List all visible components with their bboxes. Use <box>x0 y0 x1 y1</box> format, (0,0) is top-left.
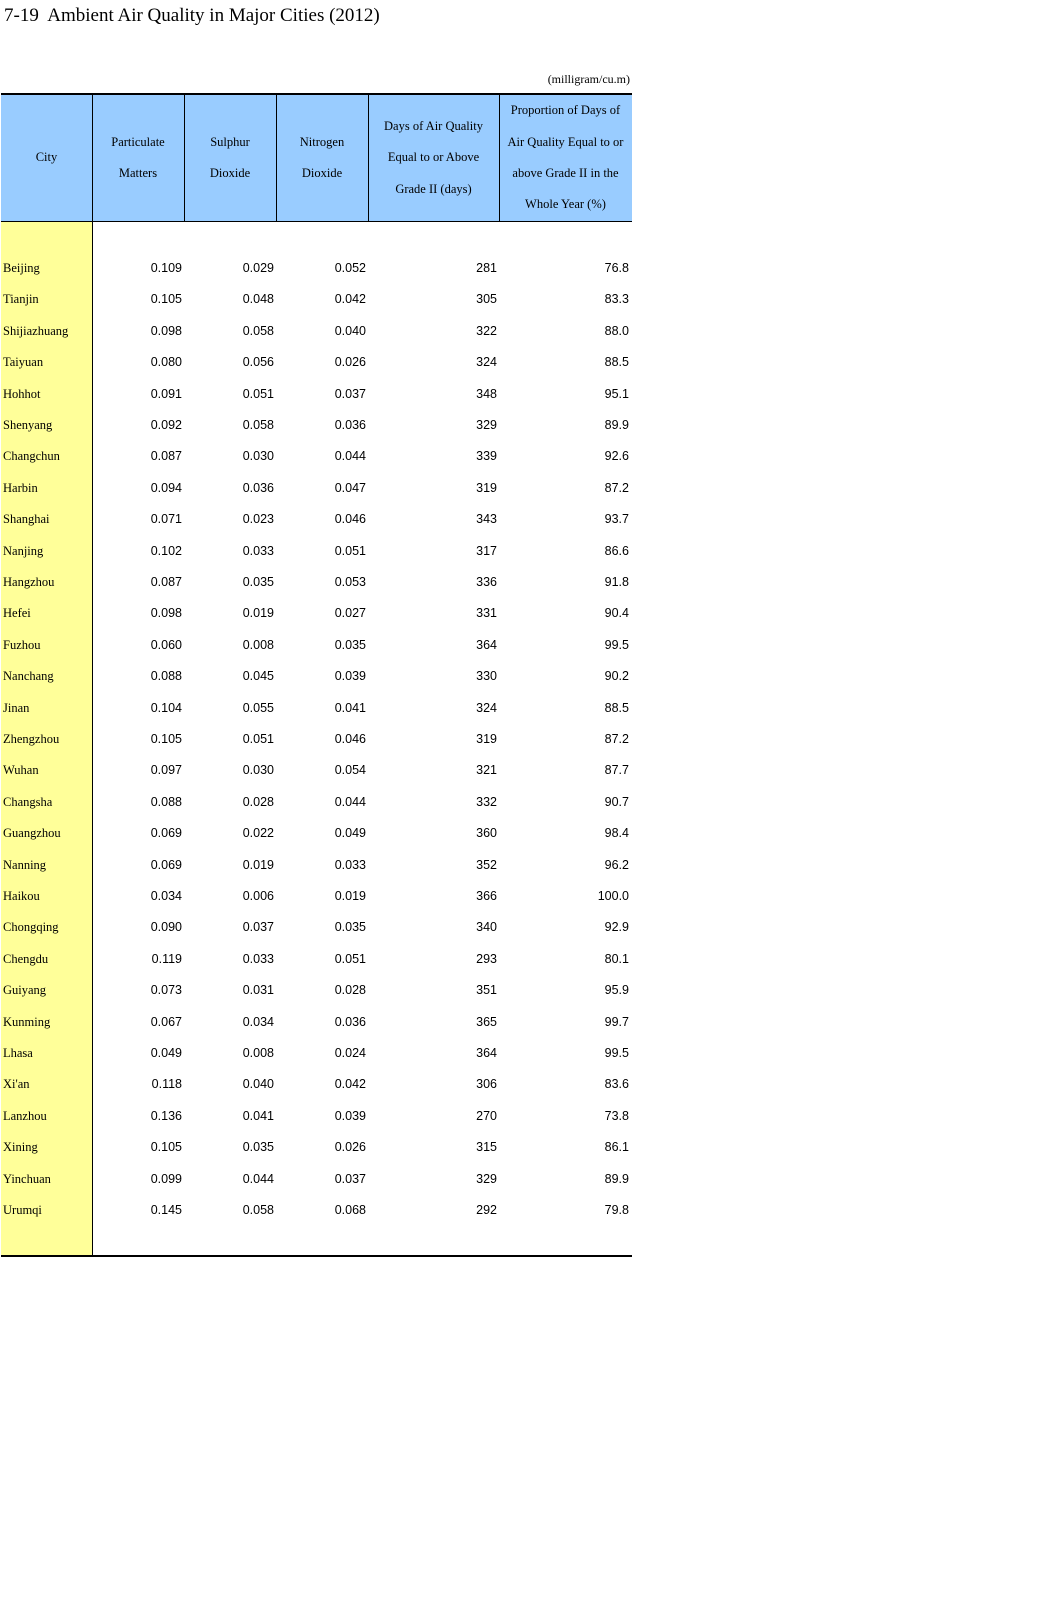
nitrogen-dioxide-cell: 0.049 <box>334 826 366 841</box>
header-line: Equal to or Above <box>387 150 480 165</box>
nitrogen-dioxide-cell: 0.052 <box>334 261 366 275</box>
days-grade-ii-cell: 306 <box>476 1077 497 1092</box>
sulphur-dioxide-cell: 0.028 <box>242 794 274 809</box>
table-row <box>1 787 632 818</box>
city-cell: Guiyang <box>3 983 47 998</box>
header-line: Whole Year (%) <box>525 197 606 212</box>
city-cell: Jinan <box>3 700 30 715</box>
nitrogen-dioxide-cell: 0.044 <box>334 794 366 809</box>
header-line: Grade II (days) <box>395 181 472 196</box>
particulate-matters-cell: 0.119 <box>151 951 182 966</box>
table-row <box>1 536 632 567</box>
days-grade-ii-cell: 329 <box>476 418 497 432</box>
particulate-matters-cell: 0.102 <box>150 543 182 558</box>
table-row <box>1 912 632 943</box>
header-line: Particulate <box>111 134 165 149</box>
header-text <box>36 142 58 173</box>
particulate-matters-cell: 0.080 <box>150 355 182 370</box>
unit-label: (milligram/cu.m) <box>547 72 630 86</box>
table-row <box>1 253 632 284</box>
proportion-grade-ii-cell: 80.1 <box>604 951 629 966</box>
days-grade-ii-cell: 364 <box>476 1046 497 1060</box>
header-text <box>210 127 250 190</box>
air-quality-table <box>1 93 632 1257</box>
nitrogen-dioxide-cell: 0.042 <box>334 292 366 307</box>
nitrogen-dioxide-cell: 0.053 <box>334 575 366 589</box>
nitrogen-dioxide-cell: 0.027 <box>334 606 366 621</box>
nitrogen-dioxide-cell: 0.044 <box>334 449 366 464</box>
sulphur-dioxide-cell: 0.034 <box>242 1014 274 1029</box>
proportion-grade-ii-cell: 92.9 <box>604 920 629 935</box>
days-grade-ii-cell: 330 <box>476 669 497 684</box>
nitrogen-dioxide-cell: 0.054 <box>334 763 366 778</box>
header-text <box>508 95 624 221</box>
table-row <box>1 473 632 504</box>
proportion-grade-ii-cell: 90.7 <box>604 794 629 809</box>
particulate-matters-cell: 0.073 <box>150 983 182 998</box>
sulphur-dioxide-cell: 0.019 <box>242 857 274 872</box>
days-grade-ii-cell: 331 <box>476 606 497 621</box>
header-particulate-matters <box>92 95 184 221</box>
table-row <box>1 284 632 315</box>
sulphur-dioxide-cell: 0.058 <box>242 418 274 432</box>
proportion-grade-ii-cell: 98.4 <box>604 826 629 841</box>
header-line: City <box>35 150 58 165</box>
nitrogen-dioxide-cell: 0.028 <box>334 983 366 998</box>
days-grade-ii-cell: 340 <box>476 920 497 935</box>
particulate-matters-cell: 0.105 <box>150 292 182 307</box>
table-row <box>1 598 632 629</box>
particulate-matters-cell: 0.034 <box>150 889 182 903</box>
proportion-grade-ii-cell: 88.5 <box>604 700 629 715</box>
particulate-matters-cell: 0.087 <box>150 449 182 464</box>
table-row <box>1 755 632 786</box>
sulphur-dioxide-cell: 0.058 <box>242 1203 274 1217</box>
city-cell: Shijiazhuang <box>3 323 69 338</box>
proportion-grade-ii-cell: 88.5 <box>604 355 629 370</box>
proportion-grade-ii-cell: 73.8 <box>604 1108 629 1123</box>
city-cell: Haikou <box>3 889 40 903</box>
days-grade-ii-cell: 293 <box>476 951 497 966</box>
header-line: Dioxide <box>209 166 251 180</box>
particulate-matters-cell: 0.104 <box>150 700 182 715</box>
sulphur-dioxide-cell: 0.051 <box>242 732 274 746</box>
table-row <box>1 410 632 441</box>
sulphur-dioxide-cell: 0.051 <box>242 386 274 401</box>
table-row <box>1 1069 632 1100</box>
days-grade-ii-cell: 305 <box>476 292 497 307</box>
city-cell: Changsha <box>3 794 53 809</box>
days-grade-ii-cell: 351 <box>476 983 497 998</box>
days-grade-ii-cell: 319 <box>476 732 497 746</box>
header-text <box>300 127 344 190</box>
header-divider <box>276 95 277 221</box>
table-row <box>1 661 632 692</box>
sulphur-dioxide-cell: 0.035 <box>242 575 274 589</box>
days-grade-ii-cell: 317 <box>476 543 497 558</box>
city-cell: Lhasa <box>3 1046 33 1060</box>
header-sulphur-dioxide <box>184 95 276 221</box>
city-cell: Chengdu <box>3 951 49 966</box>
header-proportion-grade-ii <box>499 95 632 221</box>
nitrogen-dioxide-cell: 0.040 <box>334 323 366 338</box>
days-grade-ii-cell: 365 <box>476 1014 497 1029</box>
nitrogen-dioxide-cell: 0.035 <box>334 920 366 935</box>
header-line: Nitrogen <box>299 134 345 149</box>
proportion-grade-ii-cell: 89.9 <box>604 418 629 432</box>
proportion-grade-ii-cell: 83.6 <box>604 1077 629 1092</box>
table-row <box>1 347 632 378</box>
proportion-grade-ii-cell: 87.2 <box>604 732 629 746</box>
days-grade-ii-cell: 366 <box>476 889 497 903</box>
header-divider <box>92 95 93 221</box>
header-days-grade-ii <box>368 95 499 221</box>
city-cell: Fuzhou <box>3 637 41 652</box>
particulate-matters-cell: 0.097 <box>150 763 182 778</box>
header-line: Dioxide <box>301 166 343 180</box>
sulphur-dioxide-cell: 0.030 <box>242 763 274 778</box>
header-city <box>1 95 92 221</box>
table-row <box>1 1038 632 1069</box>
days-grade-ii-cell: 332 <box>476 794 497 809</box>
nitrogen-dioxide-cell: 0.035 <box>334 637 366 652</box>
proportion-grade-ii-cell: 79.8 <box>604 1203 629 1217</box>
header-divider <box>184 95 185 221</box>
city-cell: Nanjing <box>3 543 44 558</box>
city-cell: Kunming <box>3 1014 51 1029</box>
nitrogen-dioxide-cell: 0.041 <box>334 700 366 715</box>
nitrogen-dioxide-cell: 0.036 <box>334 1014 366 1029</box>
nitrogen-dioxide-cell: 0.036 <box>334 418 366 432</box>
days-grade-ii-cell: 352 <box>476 857 497 872</box>
particulate-matters-cell: 0.136 <box>150 1108 182 1123</box>
nitrogen-dioxide-cell: 0.051 <box>334 951 366 966</box>
nitrogen-dioxide-cell: 0.042 <box>334 1077 366 1092</box>
proportion-grade-ii-cell: 93.7 <box>604 512 629 527</box>
table-row <box>1 975 632 1006</box>
proportion-grade-ii-cell: 96.2 <box>604 857 629 872</box>
table-row <box>1 567 632 598</box>
proportion-grade-ii-cell: 89.9 <box>604 1171 629 1186</box>
days-grade-ii-cell: 315 <box>476 1140 497 1155</box>
city-cell: Guangzhou <box>3 826 61 841</box>
sulphur-dioxide-cell: 0.022 <box>242 826 274 841</box>
sulphur-dioxide-cell: 0.006 <box>242 889 274 903</box>
header-text <box>384 111 483 205</box>
days-grade-ii-cell: 339 <box>476 449 497 464</box>
city-cell: Hefei <box>3 606 31 621</box>
nitrogen-dioxide-cell: 0.037 <box>334 1171 366 1186</box>
sulphur-dioxide-cell: 0.056 <box>242 355 274 370</box>
particulate-matters-cell: 0.094 <box>150 480 182 495</box>
table-row <box>1 881 632 912</box>
header-line: above Grade II in the <box>512 166 619 180</box>
particulate-matters-cell: 0.099 <box>150 1171 182 1186</box>
sulphur-dioxide-cell: 0.008 <box>242 1046 274 1060</box>
nitrogen-dioxide-cell: 0.026 <box>334 355 366 370</box>
city-cell: Chongqing <box>3 920 59 935</box>
table-row <box>1 1195 632 1226</box>
table-row <box>1 379 632 410</box>
particulate-matters-cell: 0.088 <box>150 669 182 684</box>
nitrogen-dioxide-cell: 0.037 <box>334 386 366 401</box>
sulphur-dioxide-cell: 0.048 <box>242 292 274 307</box>
nitrogen-dioxide-cell: 0.047 <box>334 480 366 495</box>
sulphur-dioxide-cell: 0.058 <box>242 323 274 338</box>
proportion-grade-ii-cell: 88.0 <box>604 323 629 338</box>
sulphur-dioxide-cell: 0.008 <box>242 637 274 652</box>
header-divider <box>499 95 500 221</box>
sulphur-dioxide-cell: 0.055 <box>242 700 274 715</box>
days-grade-ii-cell: 281 <box>476 261 497 275</box>
proportion-grade-ii-cell: 100.0 <box>597 889 629 903</box>
table-row <box>1 850 632 881</box>
city-cell: Taiyuan <box>3 355 44 370</box>
city-cell: Lanzhou <box>3 1108 47 1123</box>
proportion-grade-ii-cell: 91.8 <box>604 575 629 589</box>
city-cell: Shenyang <box>3 418 53 432</box>
city-cell: Nanchang <box>3 669 54 684</box>
particulate-matters-cell: 0.105 <box>150 1140 182 1155</box>
table-row <box>1 630 632 661</box>
sulphur-dioxide-cell: 0.041 <box>242 1108 274 1123</box>
sulphur-dioxide-cell: 0.037 <box>242 920 274 935</box>
nitrogen-dioxide-cell: 0.033 <box>334 857 366 872</box>
city-cell: Tianjin <box>3 292 39 307</box>
city-cell: Xi'an <box>3 1077 30 1092</box>
nitrogen-dioxide-cell: 0.051 <box>334 543 366 558</box>
particulate-matters-cell: 0.067 <box>150 1014 182 1029</box>
particulate-matters-cell: 0.088 <box>150 794 182 809</box>
days-grade-ii-cell: 270 <box>476 1108 497 1123</box>
city-cell: Wuhan <box>3 763 39 778</box>
nitrogen-dioxide-cell: 0.068 <box>334 1203 366 1217</box>
sulphur-dioxide-cell: 0.029 <box>242 261 274 275</box>
table-row <box>1 724 632 755</box>
proportion-grade-ii-cell: 86.1 <box>604 1140 629 1155</box>
nitrogen-dioxide-cell: 0.046 <box>334 512 366 527</box>
proportion-grade-ii-cell: 95.9 <box>604 983 629 998</box>
particulate-matters-cell: 0.090 <box>150 920 182 935</box>
particulate-matters-cell: 0.069 <box>150 826 182 841</box>
sulphur-dioxide-cell: 0.035 <box>242 1140 274 1155</box>
days-grade-ii-cell: 321 <box>476 763 497 778</box>
proportion-grade-ii-cell: 92.6 <box>604 449 629 464</box>
sulphur-dioxide-cell: 0.019 <box>242 606 274 621</box>
table-header <box>1 93 632 222</box>
proportion-grade-ii-cell: 76.8 <box>604 261 629 275</box>
days-grade-ii-cell: 322 <box>476 323 497 338</box>
sulphur-dioxide-cell: 0.033 <box>242 951 274 966</box>
days-grade-ii-cell: 348 <box>476 386 497 401</box>
city-cell: Beijing <box>3 261 40 275</box>
table-row <box>1 316 632 347</box>
sulphur-dioxide-cell: 0.031 <box>242 983 274 998</box>
days-grade-ii-cell: 360 <box>476 826 497 841</box>
nitrogen-dioxide-cell: 0.019 <box>334 889 366 903</box>
table-row <box>1 818 632 849</box>
sulphur-dioxide-cell: 0.033 <box>242 543 274 558</box>
city-cell: Shanghai <box>3 512 50 527</box>
particulate-matters-cell: 0.098 <box>150 606 182 621</box>
table-body <box>1 222 632 1257</box>
city-cell: Urumqi <box>3 1203 42 1217</box>
days-grade-ii-cell: 319 <box>476 480 497 495</box>
header-line: Proportion of Days of <box>510 103 621 118</box>
days-grade-ii-cell: 336 <box>476 575 497 589</box>
table-row <box>1 693 632 724</box>
days-grade-ii-cell: 324 <box>476 700 497 715</box>
sulphur-dioxide-cell: 0.045 <box>242 669 274 684</box>
nitrogen-dioxide-cell: 0.024 <box>334 1046 366 1060</box>
proportion-grade-ii-cell: 90.4 <box>604 606 629 621</box>
table-row <box>1 1101 632 1132</box>
sulphur-dioxide-cell: 0.030 <box>242 449 274 464</box>
sulphur-dioxide-cell: 0.023 <box>242 512 274 527</box>
header-line: Air Quality Equal to or <box>507 134 624 149</box>
particulate-matters-cell: 0.105 <box>150 732 182 746</box>
city-cell: Hangzhou <box>3 575 55 589</box>
particulate-matters-cell: 0.049 <box>150 1046 182 1060</box>
header-line: Days of Air Quality <box>384 118 483 133</box>
header-nitrogen-dioxide <box>276 95 368 221</box>
header-text <box>111 127 164 190</box>
sulphur-dioxide-cell: 0.040 <box>242 1077 274 1092</box>
particulate-matters-cell: 0.098 <box>150 323 182 338</box>
proportion-grade-ii-cell: 86.6 <box>604 543 629 558</box>
nitrogen-dioxide-cell: 0.046 <box>334 732 366 746</box>
particulate-matters-cell: 0.071 <box>150 512 182 527</box>
sulphur-dioxide-cell: 0.036 <box>242 480 274 495</box>
proportion-grade-ii-cell: 90.2 <box>604 669 629 684</box>
days-grade-ii-cell: 324 <box>476 355 497 370</box>
nitrogen-dioxide-cell: 0.026 <box>334 1140 366 1155</box>
page-title: 7-19 Ambient Air Quality in Major Cities (2012) <box>4 5 380 26</box>
table-row <box>1 1007 632 1038</box>
days-grade-ii-cell: 364 <box>476 637 497 652</box>
particulate-matters-cell: 0.087 <box>150 575 182 589</box>
nitrogen-dioxide-cell: 0.039 <box>334 1108 366 1123</box>
city-cell: Changchun <box>3 449 60 464</box>
city-cell: Hohhot <box>3 386 41 401</box>
city-cell: Nanning <box>3 857 47 872</box>
header-line: Matters <box>118 166 158 180</box>
table-row <box>1 1132 632 1163</box>
table-row <box>1 1164 632 1195</box>
city-cell: Xining <box>3 1140 38 1155</box>
city-cell: Zhengzhou <box>3 732 60 746</box>
proportion-grade-ii-cell: 87.2 <box>604 480 629 495</box>
particulate-matters-cell: 0.092 <box>150 418 182 432</box>
particulate-matters-cell: 0.118 <box>151 1077 182 1092</box>
days-grade-ii-cell: 343 <box>476 512 497 527</box>
table-row <box>1 504 632 535</box>
particulate-matters-cell: 0.060 <box>150 637 182 652</box>
table-row <box>1 944 632 975</box>
proportion-grade-ii-cell: 87.7 <box>604 763 629 778</box>
days-grade-ii-cell: 329 <box>476 1171 497 1186</box>
days-grade-ii-cell: 292 <box>476 1203 497 1217</box>
header-line: Sulphur <box>210 134 250 149</box>
particulate-matters-cell: 0.109 <box>150 261 182 275</box>
proportion-grade-ii-cell: 99.5 <box>604 1046 629 1060</box>
proportion-grade-ii-cell: 83.3 <box>604 292 629 307</box>
nitrogen-dioxide-cell: 0.039 <box>334 669 366 684</box>
particulate-matters-cell: 0.091 <box>150 386 182 401</box>
proportion-grade-ii-cell: 99.7 <box>604 1014 629 1029</box>
header-divider <box>368 95 369 221</box>
table-row <box>1 441 632 472</box>
proportion-grade-ii-cell: 95.1 <box>604 386 629 401</box>
sulphur-dioxide-cell: 0.044 <box>242 1171 274 1186</box>
particulate-matters-cell: 0.069 <box>150 857 182 872</box>
city-cell: Yinchuan <box>3 1171 51 1186</box>
particulate-matters-cell: 0.145 <box>150 1203 182 1217</box>
city-cell: Harbin <box>3 480 38 495</box>
proportion-grade-ii-cell: 99.5 <box>604 637 629 652</box>
